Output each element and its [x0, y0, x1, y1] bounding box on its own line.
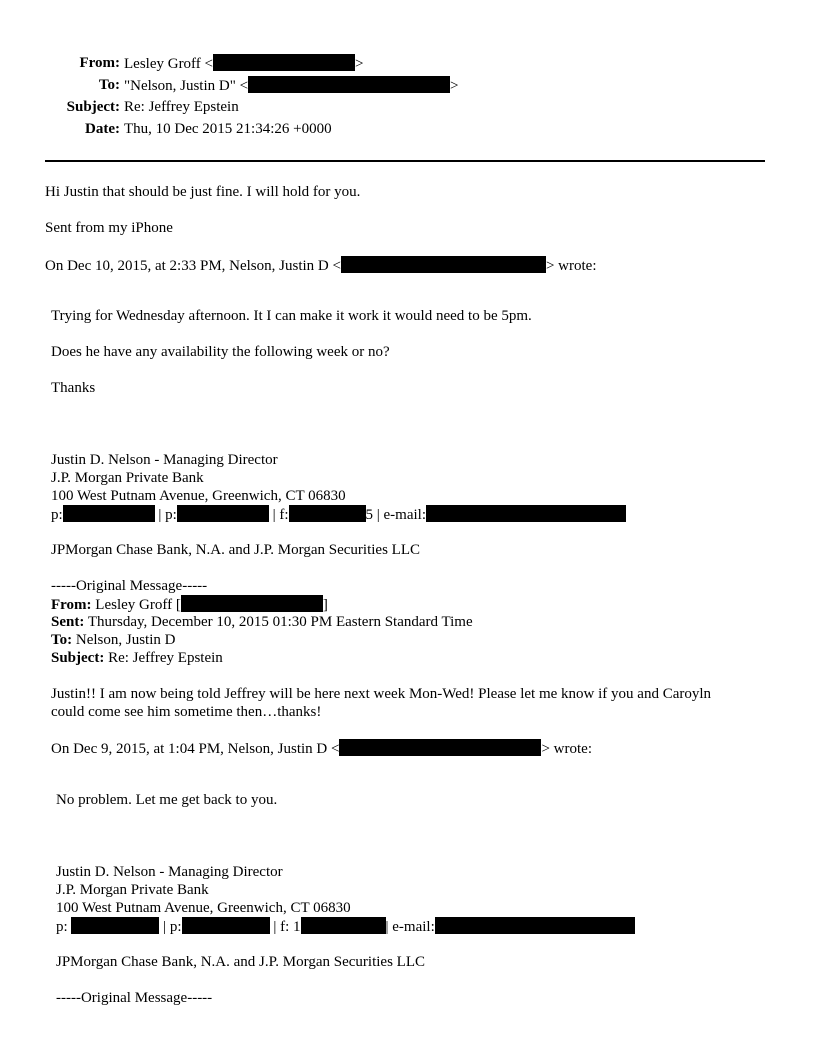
sig-legal: JPMorgan Chase Bank, N.A. and J.P. Morgan Securities LLC: [51, 542, 421, 558]
sig-contact: p: | p: | f: 5 | e-mail:: [51, 505, 626, 524]
quote1-para: Trying for Wednesday afternoon. It I can make it work it would need to be 5pm.: [51, 308, 532, 324]
redaction-bar: [213, 54, 355, 71]
quote1-para: Does he have any availability the following week or no?: [51, 344, 390, 360]
from-close: >: [355, 56, 364, 72]
sig-name: Justin D. Nelson - Managing Director: [56, 864, 283, 880]
redaction-bar: [248, 76, 450, 93]
date-label: Date:: [85, 121, 120, 137]
sig-name: Justin D. Nelson - Managing Director: [51, 452, 278, 468]
sig-org: J.P. Morgan Private Bank: [51, 470, 204, 486]
reply-line: Hi Justin that should be just fine. I will hold for you.: [45, 184, 361, 200]
redaction-bar: [182, 917, 270, 934]
sig-address: 100 West Putnam Avenue, Greenwich, CT 06830: [56, 900, 351, 916]
redaction-bar: [71, 917, 159, 934]
redaction-bar: [435, 917, 635, 934]
original-message-divider: -----Original Message-----: [56, 990, 213, 1006]
redaction-bar: [63, 505, 155, 522]
sig-address: 100 West Putnam Avenue, Greenwich, CT 06830: [51, 488, 346, 504]
from-value: Lesley Groff <: [124, 56, 213, 72]
sig-contact: p: | p: | f: 1 | e-mail:: [56, 917, 635, 936]
subject-value: Re: Jeffrey Epstein: [124, 99, 239, 115]
orig-to-row: To: Nelson, Justin D: [51, 632, 176, 648]
redaction-bar: [177, 505, 269, 522]
quote1-intro: On Dec 10, 2015, at 2:33 PM, Nelson, Justin D < > wrote:: [45, 258, 597, 274]
redaction-bar: [341, 256, 546, 273]
sent-from-line: Sent from my iPhone: [45, 220, 173, 236]
redaction-bar: [301, 917, 386, 934]
quote2-para: No problem. Let me get back to you.: [56, 792, 278, 808]
to-value: "Nelson, Justin D" <: [124, 78, 249, 94]
header-divider: [45, 160, 765, 162]
sig-legal: JPMorgan Chase Bank, N.A. and J.P. Morgan Securities LLC: [56, 954, 426, 970]
orig-message-line: Justin!! I am now being told Jeffrey will be here next week Mon-Wed! Please let me know if you and Caroyln: [51, 686, 712, 702]
original-message-divider: -----Original Message-----: [51, 578, 208, 594]
orig-from-row: From: Lesley Groff [ ]: [51, 597, 328, 613]
from-label: From:: [79, 55, 120, 71]
redaction-bar: [339, 739, 541, 756]
to-close: >: [450, 78, 459, 94]
orig-subject-row: Subject: Re: Jeffrey Epstein: [51, 650, 223, 666]
sig-org: J.P. Morgan Private Bank: [56, 882, 209, 898]
orig-message-line: could come see him sometime then…thanks!: [51, 704, 322, 720]
subject-label: Subject:: [66, 99, 120, 115]
redaction-bar: [181, 595, 323, 612]
orig-sent-row: Sent: Thursday, December 10, 2015 01:30 PM Eastern Standard Time: [51, 614, 473, 630]
redaction-bar: [426, 505, 626, 522]
to-label: To:: [98, 77, 120, 93]
quote1-para: Thanks: [51, 380, 96, 396]
redaction-bar: [289, 505, 366, 522]
date-value: Thu, 10 Dec 2015 21:34:26 +0000: [124, 121, 332, 137]
quote2-intro: On Dec 9, 2015, at 1:04 PM, Nelson, Justin D < > wrote:: [51, 741, 592, 757]
